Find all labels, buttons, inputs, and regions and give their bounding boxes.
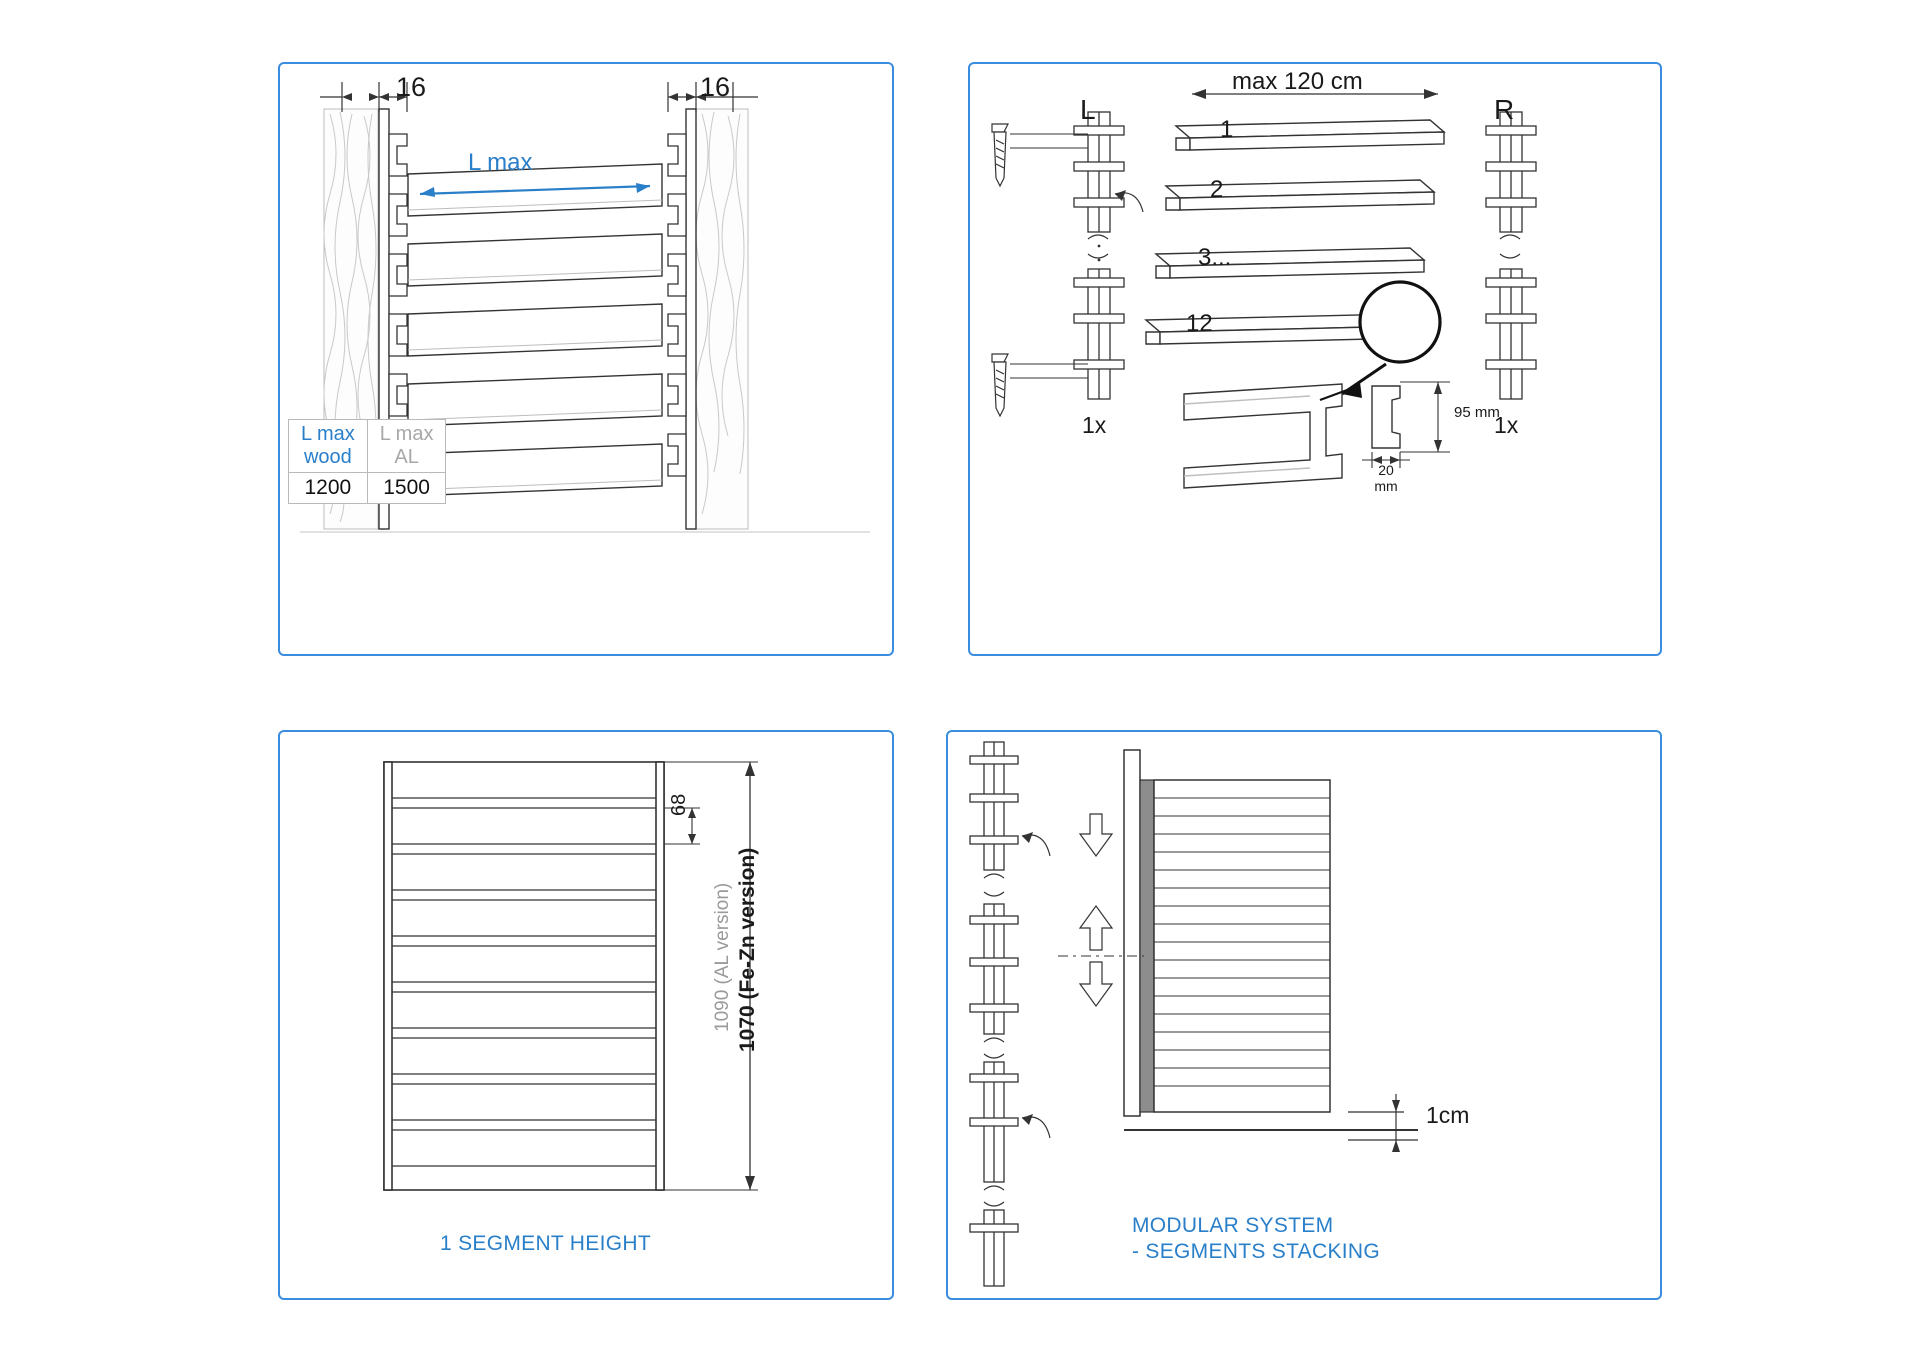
- modular-caption-line2: - SEGMENTS STACKING: [1132, 1240, 1380, 1263]
- segment-height-caption: 1 SEGMENT HEIGHT: [440, 1232, 651, 1255]
- ground-gap-label: 1cm: [1426, 1102, 1470, 1128]
- gap-68-label: 68: [668, 793, 690, 816]
- left-qty: 1x: [1082, 412, 1107, 438]
- panel2-drawing: [970, 64, 1660, 654]
- detail-width-label: 20 mm: [1374, 462, 1398, 494]
- left-post-label: L: [1080, 94, 1096, 125]
- header-wood: L max wood: [289, 420, 368, 473]
- table-row: [289, 473, 446, 504]
- right-post-label: R: [1494, 94, 1515, 125]
- panel1-drawing: [280, 64, 892, 654]
- blade-number-3: 3...: [1198, 244, 1232, 271]
- blade-number-1: 1: [1220, 116, 1234, 143]
- value-al: 1500: [367, 473, 446, 504]
- l-max-table: [288, 419, 446, 504]
- panel-segment-height: [278, 730, 894, 1300]
- blade-number-12: 12: [1186, 310, 1213, 337]
- panel-blade-stacking-order: [968, 62, 1662, 656]
- detail-height-label: 95 mm: [1454, 404, 1500, 421]
- height-fezn-label: 1070 (Fe-Zn version): [736, 847, 759, 1052]
- header-al: L max AL: [367, 420, 446, 473]
- blade-number-2: 2: [1210, 176, 1224, 203]
- table-row-header: [289, 420, 446, 473]
- value-wood: 1200: [289, 473, 368, 504]
- right-qty: 1x: [1494, 412, 1519, 438]
- max-width-label: max 120 cm: [1232, 68, 1363, 95]
- dimension-16-right: 16: [700, 72, 731, 102]
- dimension-16-left: 16: [396, 72, 427, 102]
- panel-max-length-top-view: [278, 62, 894, 656]
- l-max-arrow-label: L max: [468, 149, 533, 176]
- panel-modular-stacking: [946, 730, 1662, 1300]
- height-al-label: 1090 (AL version): [712, 882, 733, 1032]
- modular-caption-line1: MODULAR SYSTEM: [1132, 1214, 1334, 1237]
- panel3-drawing: [280, 732, 892, 1298]
